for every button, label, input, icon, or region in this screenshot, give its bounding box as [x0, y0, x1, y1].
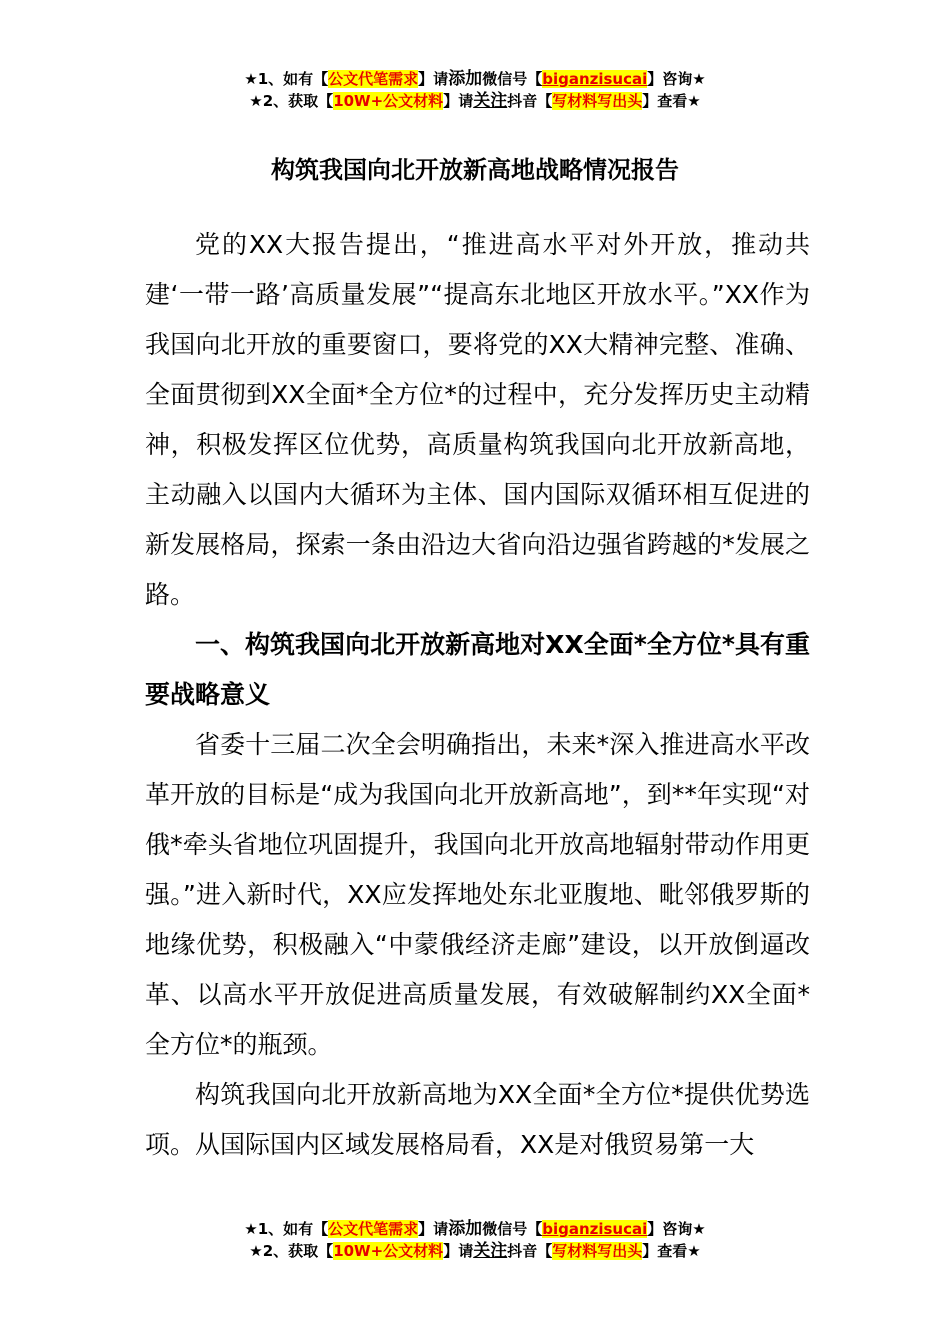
banner-text: ★1、如有【	[244, 1220, 329, 1238]
banner-text: ★1、如有【	[244, 70, 329, 88]
banner-line-2	[0, 1240, 950, 1262]
highlight-materials: 10W+公文材料	[333, 1242, 444, 1260]
banner-text: 】查看★	[642, 1242, 701, 1260]
emphasis-add: 添加	[448, 1219, 483, 1239]
banner-text: ★2、获取【	[249, 92, 334, 110]
banner-text: 】咨询★	[647, 70, 706, 88]
body-paragraph: 省委十三届二次全会明确指出，未来*深入推进高水平改革开放的目标是“成为我国向北开放新高地”，到**年实现“对俄*牵头省地位巩固提升，我国向北开放高地辐射带动作用更强。”进入新时代，XX应发挥地处东北亚腹地、毗邻俄罗斯的地缘优势，积极融入“中蒙俄经济走廊”建设，以开放倒逼改革、以高水平开放促进高质量发展，有效破解制约XX全面*全方位*的瓶颈。	[145, 730, 810, 1059]
highlight-writing-service: 公文代笔需求	[328, 70, 419, 88]
banner-text: 抖音【	[507, 1242, 553, 1260]
banner-line-1	[0, 68, 950, 90]
section-heading: 一、构筑我国向北开放新高地对XX全面*全方位*具有重要战略意义	[145, 630, 810, 709]
emphasis-add: 添加	[448, 69, 483, 89]
highlight-writing-service: 公文代笔需求	[328, 1220, 419, 1238]
banner-line-2	[0, 90, 950, 112]
highlight-materials: 10W+公文材料	[333, 92, 444, 110]
body-paragraph: 构筑我国向北开放新高地为XX全面*全方位*提供优势选项。从国际国内区域发展格局看，XX是对俄贸易第一大	[145, 1080, 810, 1159]
banner-text: 】咨询★	[647, 1220, 706, 1238]
footer-banner	[0, 1218, 950, 1262]
banner-text: 微信号【	[482, 70, 543, 88]
banner-text: ★2、获取【	[249, 1242, 334, 1260]
banner-text: 】请	[418, 1220, 449, 1238]
highlight-wechat-id: biganzisucai	[542, 70, 648, 88]
banner-text: 】请	[418, 70, 449, 88]
highlight-wechat-id: biganzisucai	[542, 1220, 648, 1238]
emphasis-follow: 关注	[473, 91, 508, 111]
header-banner	[0, 68, 950, 112]
highlight-douyin-account: 写材料写出头	[552, 1242, 643, 1260]
emphasis-follow: 关注	[473, 1241, 508, 1261]
document-body	[145, 220, 810, 1170]
banner-text: 】查看★	[642, 92, 701, 110]
document-title: 构筑我国向北开放新高地战略情况报告	[271, 156, 679, 184]
banner-text: 微信号【	[482, 1220, 543, 1238]
body-paragraph: 党的XX大报告提出，“推进高水平对外开放，推动共建‘一带一路’高质量发展”“提高东北地区开放水平。”XX作为我国向北开放的重要窗口，要将党的XX大精神完整、准确、全面贯彻到XX全面*全方位*的过程中，充分发挥历史主动精神，积极发挥区位优势，高质量构筑我国向北开放新高地，主动融入以国内大循环为主体、国内国际双循环相互促进的新发展格局，探索一条由沿边大省向沿边强省跨越的*发展之路。	[145, 230, 810, 609]
banner-text: 】请	[443, 92, 474, 110]
banner-text: 】请	[443, 1242, 474, 1260]
banner-line-1	[0, 1218, 950, 1240]
banner-text: 抖音【	[507, 92, 553, 110]
highlight-douyin-account: 写材料写出头	[552, 92, 643, 110]
